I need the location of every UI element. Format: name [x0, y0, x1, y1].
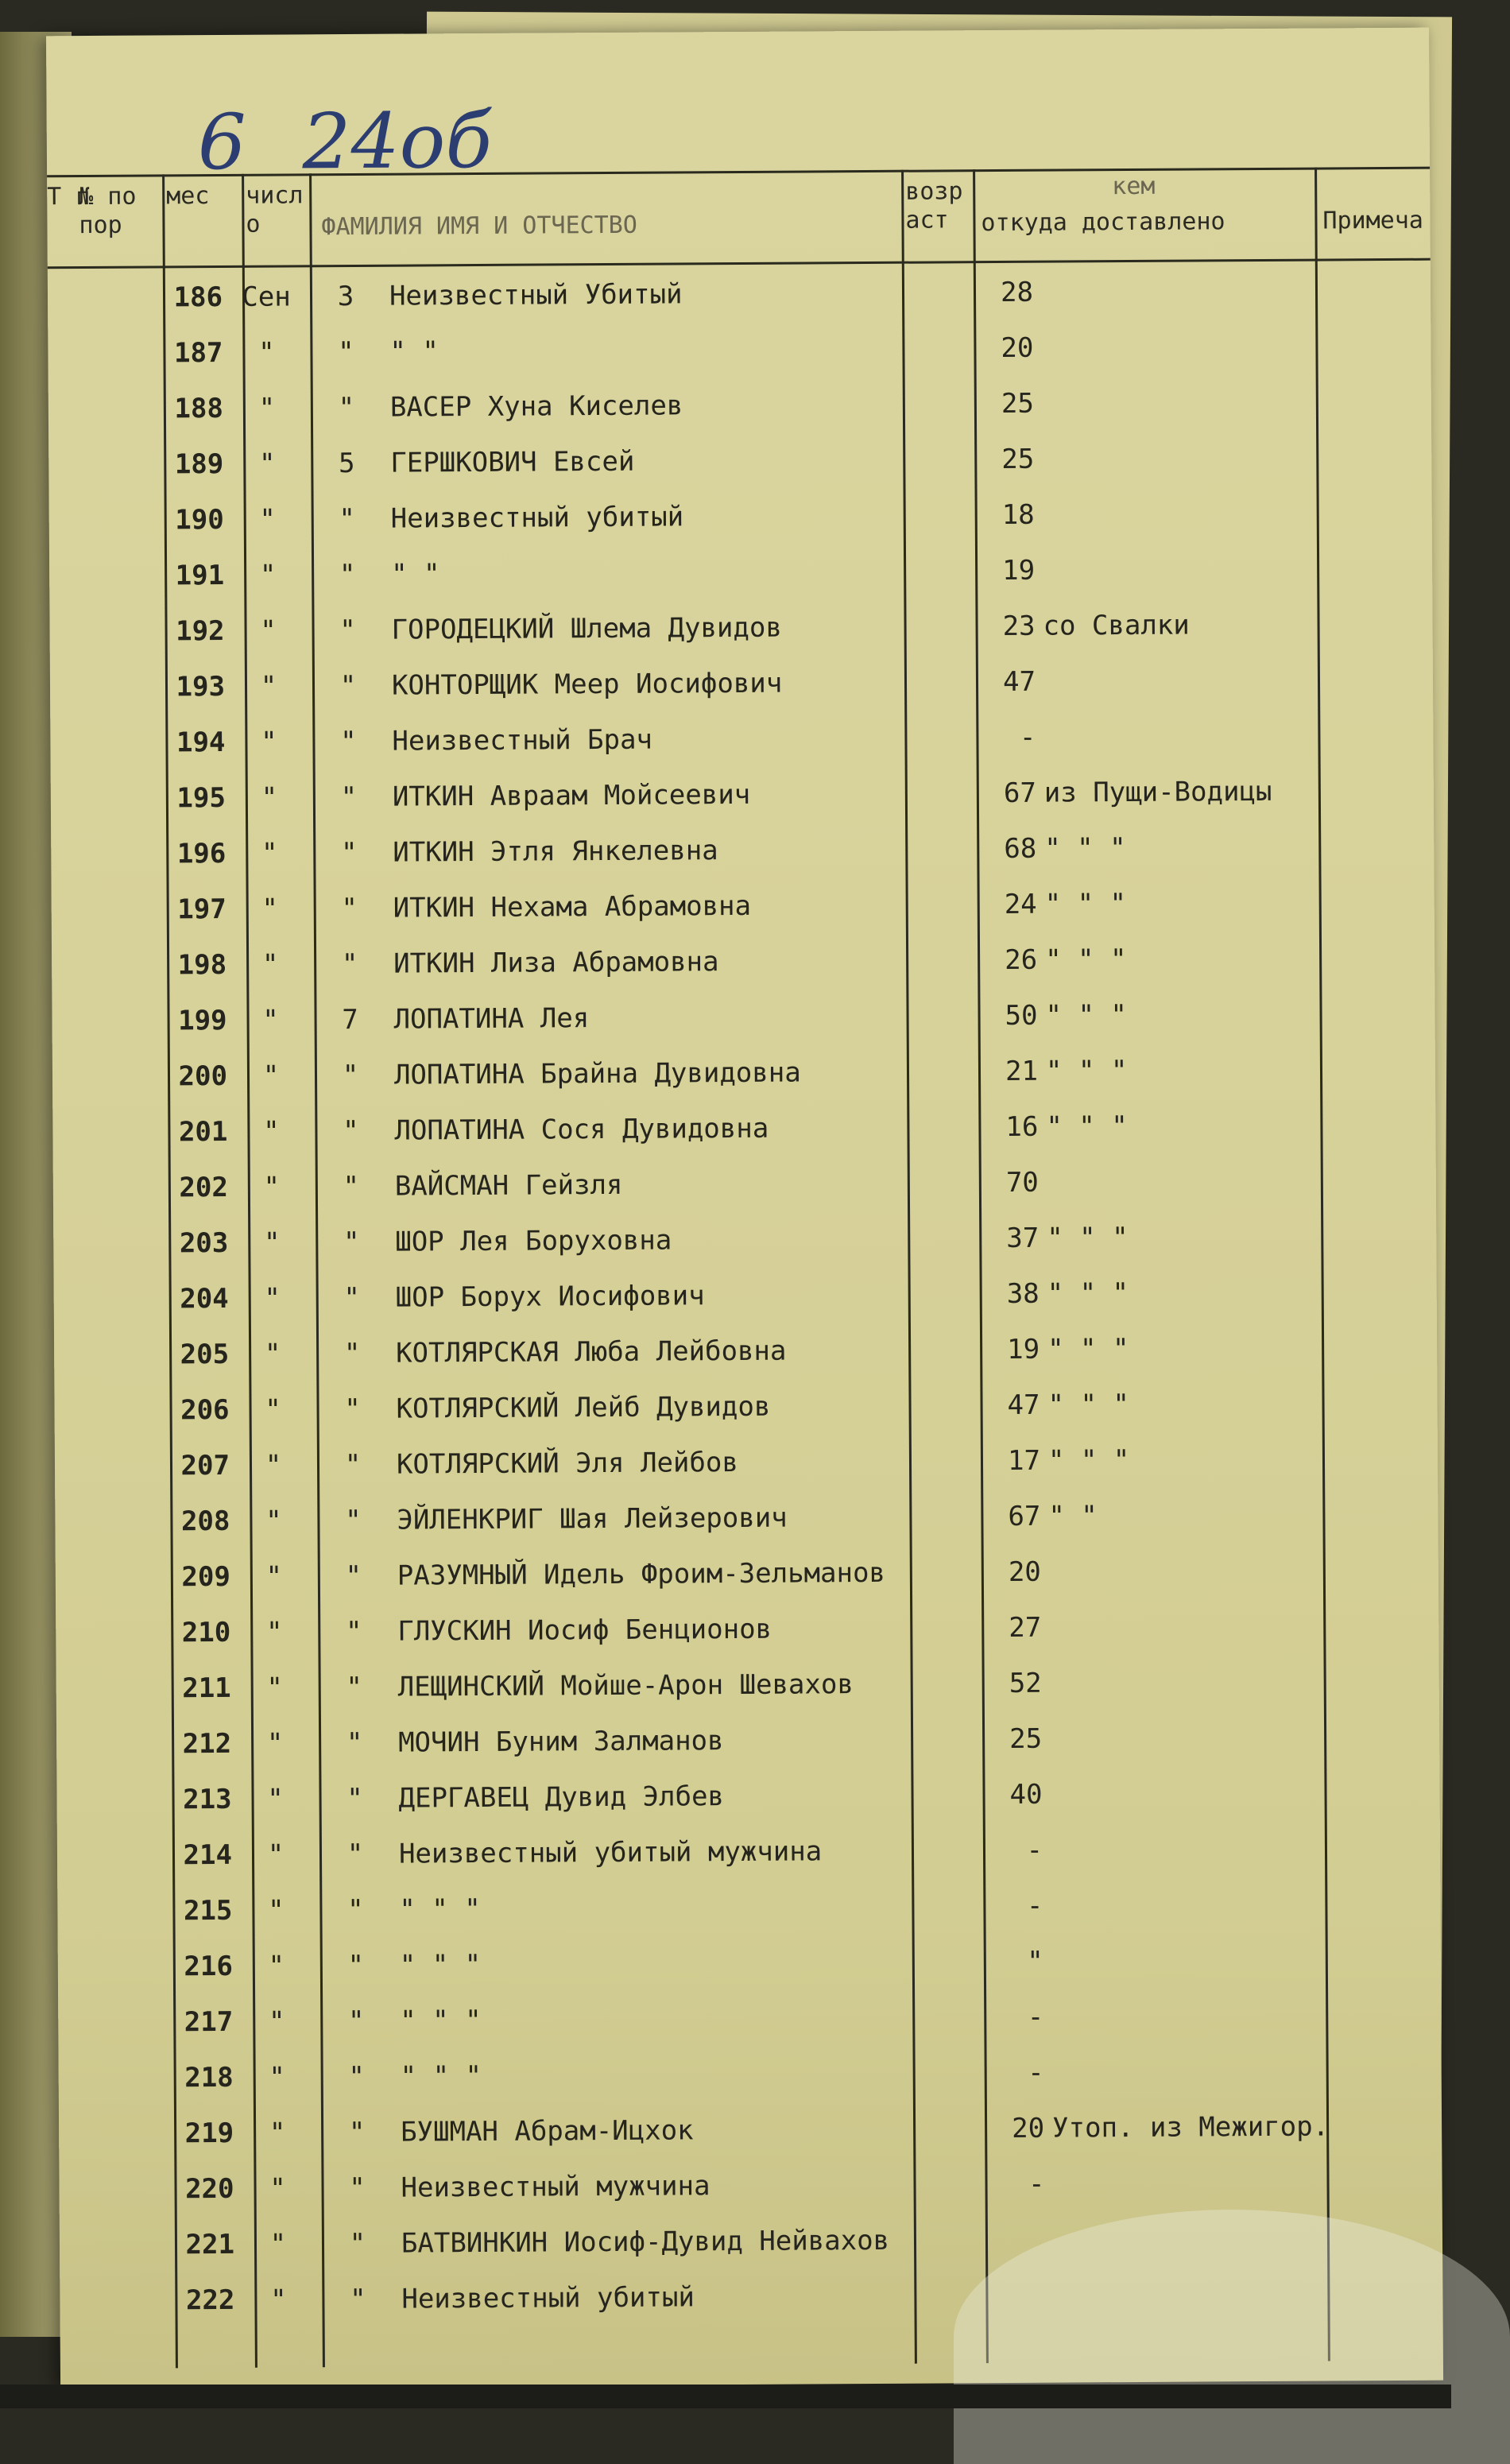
row-origin — [1042, 433, 1407, 436]
row-origin — [1041, 322, 1407, 324]
row-origin: " " " — [1047, 1444, 1130, 1477]
row-number: 204 — [180, 1282, 229, 1315]
row-full-name: КОТЛЯРСКИЙ Эля Лейбов — [396, 1447, 738, 1481]
row-age: 52 — [1009, 1667, 1042, 1699]
row-number: 202 — [179, 1171, 228, 1204]
row-full-name: Неизвестный Брач — [392, 723, 653, 757]
row-number: 222 — [185, 2284, 235, 2317]
table-row — [104, 432, 1455, 494]
row-full-name: ИТКИН Лиза Абрамовна — [393, 946, 719, 980]
row-age: 17 — [1007, 1444, 1041, 1477]
row-month: " — [269, 2061, 286, 2094]
row-day: " — [339, 614, 356, 647]
row-month: " — [261, 726, 277, 758]
row-month: " — [258, 447, 276, 480]
row-month: " — [265, 1449, 282, 1482]
row-origin — [1051, 1880, 1416, 1882]
table-row — [109, 1211, 1460, 1273]
row-month: Сен — [242, 281, 291, 313]
row-age: 38 — [1006, 1277, 1040, 1310]
row-day: " — [343, 1281, 361, 1315]
row-full-name: ШОР Борух Иосифович — [395, 1280, 705, 1314]
row-number: 218 — [184, 2061, 234, 2094]
row-month: " — [265, 1505, 282, 1537]
row-age: - — [1026, 1889, 1043, 1922]
row-age: 40 — [1009, 1778, 1043, 1811]
row-age: 16 — [1005, 1110, 1039, 1143]
row-month: " — [263, 1226, 281, 1259]
row-origin: " " " — [1044, 832, 1126, 865]
row-origin — [1047, 1156, 1412, 1159]
row-full-name: ШОР Лея Боруховна — [395, 1224, 672, 1258]
row-month: " — [266, 1672, 284, 1704]
row-day: " — [341, 892, 358, 925]
table-row — [110, 1378, 1461, 1440]
row-age: - — [1028, 2168, 1045, 2200]
table-row — [112, 1768, 1463, 1830]
row-age: 25 — [1009, 1722, 1043, 1755]
row-origin: " " " — [1045, 943, 1127, 976]
row-age: 23 — [1002, 610, 1036, 642]
row-age: 18 — [1001, 498, 1035, 531]
table-row — [112, 1712, 1463, 1774]
row-origin — [1050, 1769, 1415, 1771]
header-day: число — [246, 181, 304, 238]
folio-prefix: 6 — [197, 97, 247, 188]
row-origin: " " " — [1047, 1333, 1129, 1366]
row-origin — [1050, 1657, 1415, 1660]
table-row — [113, 1823, 1464, 1885]
row-origin: со Свалки — [1043, 609, 1190, 642]
row-full-name: ГЛУСКИН Иосиф Бенционов — [397, 1613, 772, 1648]
table-row — [106, 711, 1457, 773]
row-origin — [1043, 489, 1408, 491]
table-row — [109, 1156, 1460, 1218]
row-number: 217 — [184, 2005, 234, 2039]
row-full-name: ВАЙСМАН Гейзля — [394, 1168, 623, 1203]
row-number: 215 — [183, 1894, 233, 1927]
row-origin — [1049, 1546, 1415, 1548]
header-from-top: кем — [1112, 172, 1156, 201]
row-day: " — [340, 725, 357, 758]
row-month: " — [258, 392, 276, 424]
row-month: " — [259, 503, 277, 536]
row-full-name: " " " — [400, 2060, 482, 2093]
row-age: " — [1027, 1945, 1043, 1978]
header-age: возраст — [905, 177, 963, 234]
plastic-sleeve-glare — [954, 2210, 1510, 2464]
row-day: " — [347, 1782, 363, 1815]
row-age: - — [1028, 2056, 1044, 2089]
row-full-name: ГОРОДЕЦКИЙ Шлема Дувидов — [391, 611, 782, 646]
row-full-name: Неизвестный Убитый — [389, 278, 683, 312]
row-day: " — [339, 669, 357, 703]
row-number: 210 — [181, 1616, 231, 1649]
row-month: " — [262, 1060, 280, 1092]
row-day: 5 — [338, 447, 355, 480]
row-origin: " " " — [1044, 888, 1127, 920]
row-month: " — [260, 670, 277, 703]
row-origin — [1041, 266, 1407, 269]
table-row — [106, 766, 1458, 828]
row-number: 211 — [182, 1672, 231, 1705]
row-age: 21 — [1005, 1055, 1039, 1087]
row-age: 26 — [1005, 943, 1038, 976]
row-day: " — [341, 947, 358, 981]
row-day: " — [339, 558, 356, 591]
row-number: 219 — [184, 2117, 234, 2150]
row-full-name: ИТКИН Авраам Мойсеевич — [392, 778, 751, 813]
row-number: 200 — [178, 1060, 228, 1093]
row-day: " — [345, 1504, 362, 1537]
row-month: " — [269, 2172, 286, 2205]
row-day: " — [344, 1448, 362, 1482]
row-age: 19 — [1007, 1333, 1040, 1366]
row-origin: " " " — [1047, 1277, 1129, 1310]
row-origin — [1051, 1935, 1417, 1938]
row-day: " — [347, 1838, 364, 1871]
row-number: 220 — [185, 2172, 234, 2206]
row-day: " — [343, 1226, 360, 1259]
row-day: " — [344, 1393, 361, 1426]
row-month: " — [265, 1560, 283, 1593]
row-day: " — [343, 1114, 359, 1148]
row-age: 67 — [1003, 777, 1036, 809]
table-row — [106, 822, 1458, 884]
row-origin — [1052, 2158, 1418, 2160]
row-day: " — [345, 1615, 362, 1648]
table-row — [110, 1434, 1462, 1496]
row-age: 20 — [1001, 331, 1034, 364]
row-full-name: ИТКИН Этля Янкелевна — [393, 835, 718, 869]
table-row — [110, 1490, 1462, 1552]
row-full-name: ЛОПАТИНА Сося Дувидовна — [394, 1112, 769, 1147]
row-month: " — [264, 1282, 281, 1315]
row-age: 67 — [1008, 1500, 1041, 1532]
table-row — [103, 321, 1454, 383]
row-full-name: БУШМАН Абрам-Ицхок — [401, 2114, 694, 2148]
table-row — [108, 1100, 1459, 1162]
row-full-name: Неизвестный убитый — [390, 501, 684, 535]
row-full-name: Неизвестный убитый — [401, 2281, 695, 2315]
row-origin — [1043, 656, 1409, 658]
row-month: " — [268, 1950, 285, 1982]
row-number: 197 — [177, 893, 226, 926]
row-day: " — [346, 1726, 363, 1760]
table-row — [108, 1044, 1459, 1106]
row-full-name: Неизвестный мужчина — [401, 2170, 710, 2204]
row-full-name: " " " — [399, 1893, 481, 1926]
row-number: 221 — [185, 2228, 235, 2261]
row-age: 47 — [1002, 665, 1036, 698]
row-number: 208 — [180, 1505, 230, 1538]
row-month: " — [265, 1616, 283, 1648]
row-number: 194 — [176, 726, 226, 759]
row-origin — [1052, 2047, 1418, 2049]
scan-bottom-edge — [0, 2385, 1451, 2408]
row-day: " — [338, 335, 354, 369]
row-full-name: ЭЙЛЕНКРИГ Шая Лейзерович — [397, 1501, 788, 1536]
row-month: " — [264, 1338, 281, 1370]
row-full-name: КОТЛЯРСКИЙ Лейб Дувидов — [396, 1390, 771, 1425]
row-number: 186 — [173, 281, 223, 314]
row-month: " — [266, 1727, 284, 1760]
row-origin: " " " — [1046, 1110, 1128, 1143]
row-day: 7 — [342, 1003, 358, 1036]
row-month: " — [269, 2117, 286, 2149]
row-month: " — [259, 559, 277, 591]
row-age: 27 — [1009, 1611, 1042, 1644]
row-day: " — [340, 781, 358, 814]
row-month: " — [263, 1171, 281, 1203]
table-row — [111, 1545, 1462, 1607]
row-origin: " " " — [1047, 1389, 1130, 1421]
row-month: " — [267, 1783, 284, 1815]
row-month: " — [268, 2005, 285, 2038]
row-number: 187 — [173, 336, 223, 370]
row-month: " — [262, 1004, 279, 1036]
row-number: 207 — [180, 1449, 230, 1482]
table-row — [114, 1935, 1465, 1997]
row-month: " — [258, 336, 275, 369]
row-number: 190 — [175, 503, 224, 537]
row-age: - — [1026, 1834, 1043, 1866]
row-month: " — [263, 1115, 280, 1148]
row-day: " — [347, 1949, 365, 1982]
row-day: " — [339, 502, 356, 536]
row-age: 37 — [1006, 1222, 1040, 1254]
table-row — [114, 2046, 1465, 2108]
row-full-name: Неизвестный убитый мужчина — [398, 1835, 823, 1870]
row-month: " — [265, 1393, 281, 1426]
row-origin: " " — [1048, 1500, 1098, 1532]
row-origin — [1043, 544, 1408, 547]
row-age: 47 — [1007, 1389, 1040, 1421]
row-full-name: МОЧИН Буним Залманов — [398, 1725, 724, 1759]
row-origin — [1042, 378, 1407, 380]
row-number: 193 — [176, 670, 226, 703]
row-number: 196 — [176, 837, 226, 870]
row-full-name: " " — [391, 558, 440, 591]
table-row — [104, 377, 1455, 439]
table-row — [113, 1879, 1464, 1941]
row-full-name: ИТКИН Нехама Абрамовна — [393, 889, 752, 924]
row-full-name: ЛЕЩИНСКИЙ Мойше-Арон Шевахов — [397, 1668, 854, 1703]
row-month: " — [260, 614, 277, 647]
row-month: " — [261, 948, 279, 981]
row-number: 212 — [182, 1727, 232, 1761]
row-number: 198 — [177, 948, 227, 982]
row-number: 205 — [180, 1338, 230, 1371]
row-full-name: " " " — [400, 2005, 482, 2037]
row-day: " — [348, 2116, 366, 2149]
row-age: 20 — [1012, 2112, 1045, 2144]
table-row — [106, 655, 1457, 717]
row-number: 214 — [183, 1838, 233, 1872]
table-row — [110, 1267, 1461, 1329]
table-row — [105, 488, 1456, 550]
row-day: " — [347, 1893, 364, 1927]
row-day: 3 — [337, 280, 354, 313]
row-origin: Утоп. из Межигор. — [1051, 2110, 1330, 2144]
row-number: 191 — [175, 559, 225, 592]
row-origin: " " " — [1047, 1222, 1129, 1254]
row-month: " — [269, 2228, 287, 2261]
row-origin: из Пущи-Водицы — [1043, 775, 1272, 809]
folio-page: 24об — [302, 95, 493, 187]
row-number: 201 — [178, 1115, 228, 1149]
row-full-name: РАЗУМНЫЙ Идель Фроим-Зельманов — [397, 1556, 886, 1592]
table-row — [114, 2102, 1465, 2164]
row-number: 192 — [176, 614, 225, 648]
row-day: " — [343, 1170, 360, 1203]
table-row — [114, 1990, 1465, 2052]
header-month: мес — [166, 182, 210, 211]
header-number: № по пор — [79, 182, 137, 240]
row-day: " — [338, 391, 355, 424]
header-full-name: ФАМИЛИЯ ИМЯ И ОТЧЕСТВО — [321, 211, 637, 242]
row-origin — [1049, 1602, 1415, 1604]
header-edge-text: Т п — [47, 182, 91, 211]
row-number: 209 — [181, 1560, 230, 1594]
row-age: 28 — [1000, 276, 1034, 308]
row-age: 24 — [1004, 888, 1037, 920]
row-number: 189 — [174, 447, 224, 481]
row-day: " — [346, 1671, 363, 1704]
row-day: " — [342, 1059, 359, 1092]
row-month: " — [261, 893, 279, 925]
row-number: 188 — [174, 392, 224, 425]
row-age: 20 — [1008, 1555, 1041, 1588]
row-number: 203 — [179, 1226, 229, 1260]
row-full-name: ЛОПАТИНА Лея — [393, 1002, 590, 1036]
row-full-name: " " " — [399, 1949, 482, 1982]
row-age: 25 — [1001, 443, 1035, 475]
row-day: " — [347, 2005, 365, 2038]
row-age: 70 — [1005, 1166, 1039, 1199]
row-number: 195 — [176, 781, 226, 815]
row-full-name: КОНТОРЩИК Меер Иосифович — [391, 667, 783, 702]
row-age: 25 — [1001, 387, 1034, 420]
row-origin — [1043, 711, 1409, 714]
row-month: " — [261, 837, 278, 870]
row-day: " — [340, 836, 358, 870]
row-month: " — [270, 2284, 287, 2316]
document-page — [46, 28, 1443, 2389]
row-origin — [1051, 1991, 1417, 1993]
table-row — [107, 933, 1458, 995]
table-row — [110, 1323, 1461, 1385]
row-month: " — [261, 781, 278, 814]
row-day: " — [348, 2060, 366, 2094]
table-row — [107, 989, 1458, 1051]
row-age: 68 — [1004, 832, 1037, 865]
row-origin: " " " — [1045, 999, 1128, 1032]
row-day: " — [349, 2171, 366, 2205]
header-from: откуда доставлено — [981, 207, 1225, 238]
table-row — [105, 544, 1456, 606]
header-note: Примеча — [1322, 206, 1424, 235]
table-row — [111, 1601, 1462, 1663]
row-day: " — [349, 2227, 366, 2261]
row-origin — [1051, 1824, 1416, 1827]
row-age: 50 — [1005, 999, 1038, 1032]
row-age: - — [1027, 2001, 1044, 2033]
row-number: 199 — [178, 1004, 227, 1037]
row-day: " — [345, 1559, 362, 1593]
row-month: " — [267, 1838, 285, 1871]
row-full-name: КОТЛЯРСКАЯ Люба Лейбовна — [396, 1335, 787, 1370]
table-row — [112, 1656, 1463, 1718]
row-full-name: ЛОПАТИНА Брайна Дувидовна — [393, 1056, 801, 1091]
row-age: 19 — [1002, 554, 1036, 587]
row-full-name: ГЕРШКОВИЧ Евсей — [390, 445, 635, 479]
row-day: " — [350, 2283, 366, 2316]
table-row — [107, 878, 1458, 939]
row-number: 213 — [183, 1783, 232, 1816]
row-number: 206 — [180, 1393, 230, 1427]
row-full-name: ДЕРГАВЕЦ Дувид Элбев — [398, 1780, 725, 1815]
row-origin — [1050, 1713, 1415, 1715]
row-full-name: БАТВИНКИН Иосиф-Дувид Нейвахов — [401, 2224, 890, 2260]
row-full-name: ВАСЕР Хуна Киселев — [389, 389, 683, 424]
row-day: " — [343, 1337, 361, 1370]
table-row — [105, 599, 1456, 661]
row-month: " — [268, 1894, 285, 1927]
table-row — [103, 265, 1454, 327]
row-origin: " " " — [1045, 1055, 1128, 1087]
row-number: 216 — [184, 1950, 233, 1983]
row-full-name: " " — [389, 335, 439, 368]
row-age: - — [1019, 721, 1036, 754]
